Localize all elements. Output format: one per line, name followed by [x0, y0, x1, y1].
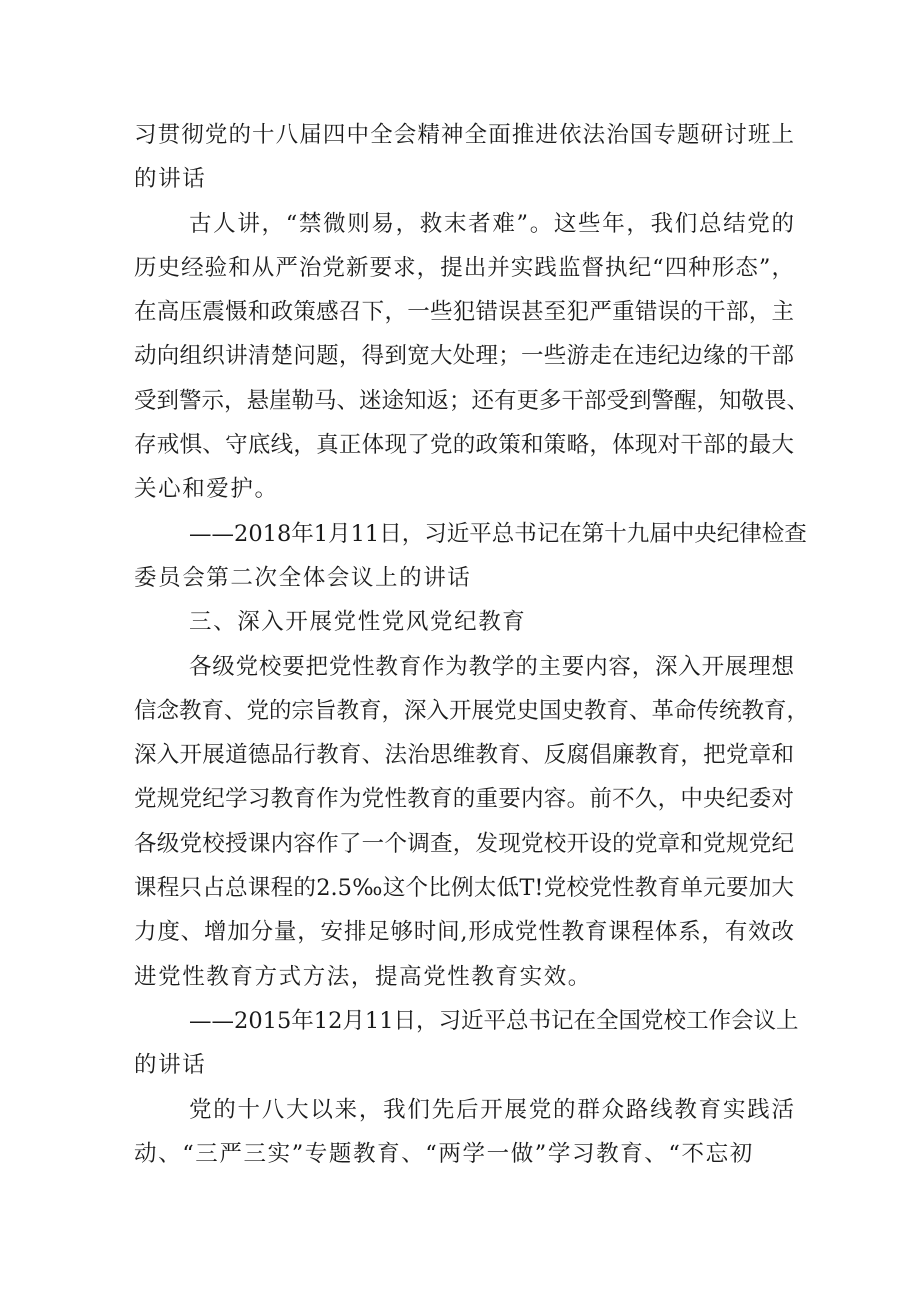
paragraph-source-continued — [134, 113, 794, 202]
text-line: 存戒惧、守底线，真正体现了党的政策和策略，体现对干部的最大 — [134, 432, 794, 459]
text-line: 动、“三严三实”专题教育、“两学一做”学习教育、“不忘初 — [134, 1140, 754, 1167]
paragraph-quote — [134, 1088, 794, 1177]
text-line: 的讲话 — [134, 166, 207, 193]
text-line: 各级党校授课内容作了一个调查，发现党校开设的党章和党规党纪 — [134, 830, 794, 857]
text-line: 党规党纪学习教育作为党性教育的重要内容。前不久，中央纪委对 — [134, 786, 794, 813]
text-line: 受到警示，悬崖勒马、迷途知返；还有更多干部受到警醒，知敬畏、 — [134, 387, 810, 414]
text-line: 力度、增加分量，安排足够时间,形成党性教育课程体系，有效改 — [134, 919, 794, 946]
text-line: 关心和爱护。 — [134, 476, 279, 503]
text-line: 历史经验和从严治党新要求，提出并实践监督执纪“四种形态”， — [134, 254, 794, 281]
text-line: ——2018年1月11日，习近平总书记在第十九届中央纪律检查 — [189, 520, 807, 547]
paragraph-source — [134, 999, 799, 1088]
paragraph-quote — [134, 202, 810, 512]
text-line: 的讲话 — [134, 1052, 207, 1079]
text-line: 课程只占总课程的2.5‰这个比例太低T!党校党性教育单元要加大 — [134, 875, 794, 902]
paragraph-heading — [134, 600, 794, 644]
text-line: 深入开展道德品行教育、法治思维教育、反腐倡廉教育，把党章和 — [134, 742, 794, 769]
text-line: 古人讲，“禁微则易，救末者难”。这些年，我们总结党的 — [189, 210, 794, 237]
text-line: 各级党校要把党性教育作为教学的主要内容，深入开展理想 — [189, 653, 794, 680]
text-line: 党的十八大以来，我们先后开展党的群众路线教育实践活 — [189, 1096, 794, 1123]
paragraph-quote — [134, 645, 810, 999]
text-line: 委员会第二次全体会议上的讲话 — [134, 564, 472, 591]
text-line: 习贯彻党的十八届四中全会精神全面推进依法治国专题研讨班上 — [134, 122, 794, 148]
text-line: 在高压震慑和政策感召下，一些犯错误甚至犯严重错误的干部，主 — [134, 299, 794, 326]
document-body — [134, 113, 810, 1176]
text-line: 进党性教育方式方法，提高党性教育实效。 — [134, 963, 592, 990]
text-line: 信念教育、党的宗旨教育，深入开展党史国史教育、革命传统教育， — [134, 697, 810, 724]
text-line: 三、深入开展党性党风党纪教育 — [189, 609, 527, 636]
text-line: 动向组织讲清楚问题，得到宽大处理；一些游走在违纪边缘的干部 — [134, 343, 794, 370]
paragraph-source — [134, 512, 807, 601]
text-line: ——2015年12月11日，习近平总书记在全国党校工作会议上 — [189, 1007, 799, 1034]
